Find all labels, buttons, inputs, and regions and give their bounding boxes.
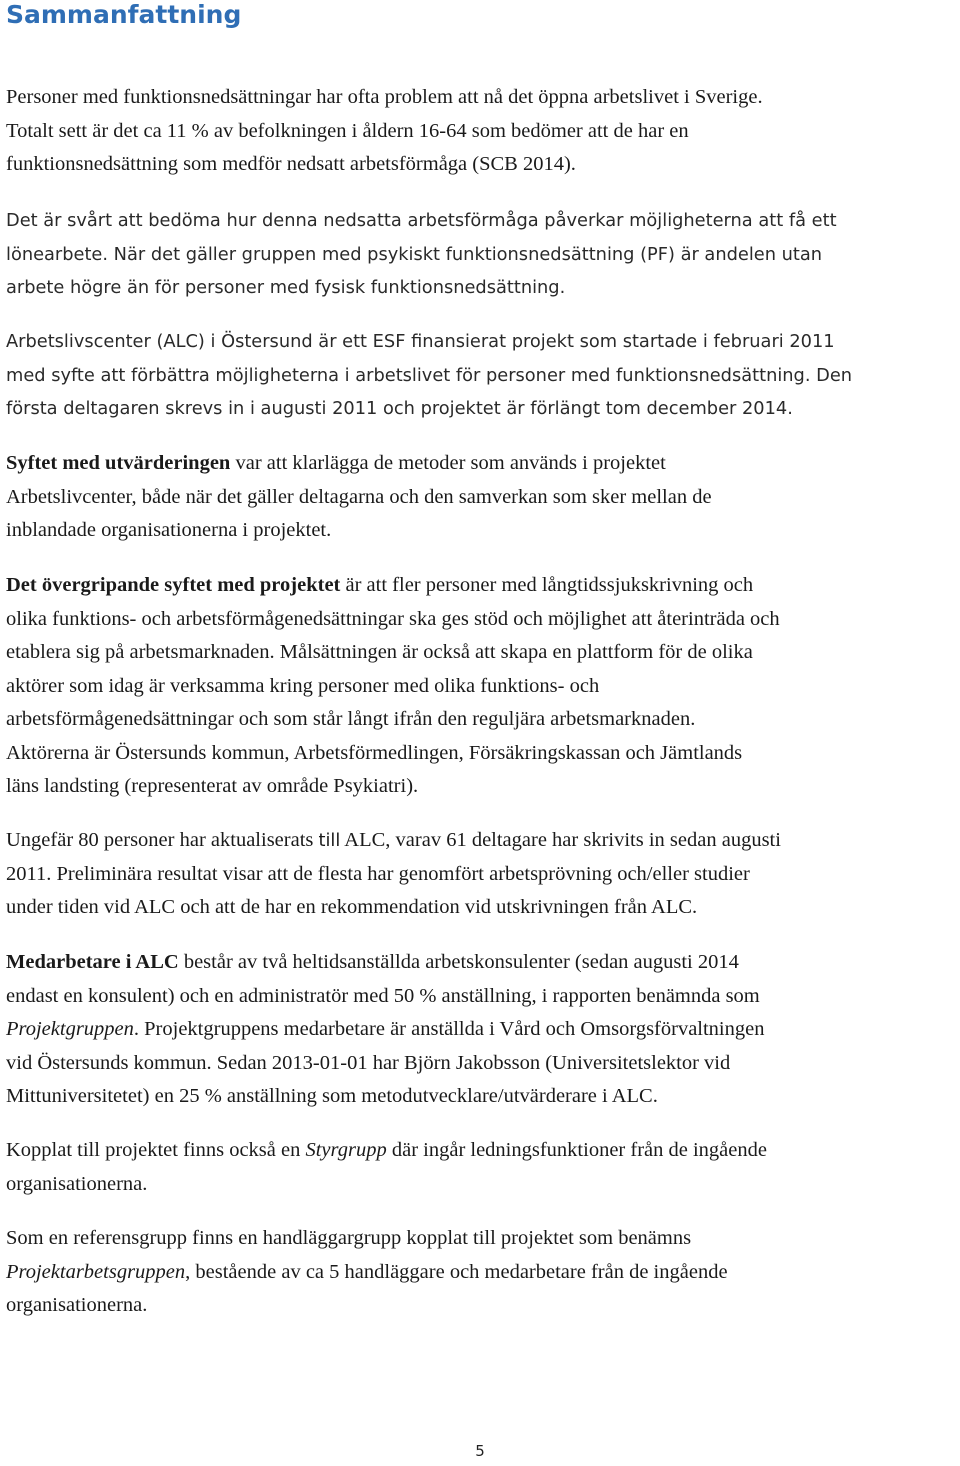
italic-term: Projektarbetsgruppen bbox=[6, 1260, 186, 1283]
paragraph-intro: Personer med funktionsnedsättningar har ofta problem att nå det öppna arbetslivet i Sverige. Totalt sett är det ca 11 % av befolkningen i åldern 16-64 som bedömer att de har en funktionsnedsättning som medför nedsatt arbetsförmåga (SCB 2014). bbox=[6, 86, 763, 175]
paragraph-difficulty: Det är svårt att bedöma hur denna nedsatta arbetsförmåga påverkar möjligheterna att få ett lönearbete. När det gäller gruppen med psykiskt funktionsnedsättning (PF) är andelen utan arbete högre än för personer med fysisk funktionsnedsättning. bbox=[6, 210, 837, 298]
paragraph-participants: Ungefär 80 personer har aktualiserats till ALC, varav 61 deltagare har skrivits in sedan augusti 2011. Preliminära resultat visar att de flesta har genomfört arbetsprövning och/eller studier under tiden vid ALC och att de har en rekommendation vid utskrivningen från ALC. bbox=[6, 829, 781, 918]
bold-lead: Syftet med utvärderingen bbox=[6, 452, 231, 474]
page-title: Sammanfattning bbox=[6, 0, 242, 29]
paragraph-reference-group: Som en referensgrupp finns en handläggargrupp kopplat till projektet som benämns Projektarbetsgruppen, bestående av ca 5 handläggare och medarbetare från de ingående organisationerna. bbox=[6, 1227, 728, 1316]
italic-term: Projektgruppen bbox=[6, 1018, 134, 1040]
bold-lead: Medarbetare i ALC bbox=[6, 951, 179, 973]
paragraph-alc-project: Arbetslivscenter (ALC) i Östersund är ett ESF finansierat projekt som startade i februari 2011 med syfte att förbättra möjligheterna i arbetslivet för personer med funktionsnedsättning. Den första deltagaren skrevs in i augusti 2011 och projektet är förlängt tom december 2014. bbox=[6, 331, 853, 419]
page-number: 5 bbox=[475, 1442, 485, 1460]
bold-lead: Det övergripande syftet med projektet bbox=[6, 574, 341, 596]
paragraph-project-purpose: Det övergripande syftet med projektet är att fler personer med långtidssjukskrivning och olika funktions- och arbetsförmågenedsättningar ska ges stöd och möjlighet att återinträda och etablera sig på arbetsmarknaden. Målsättningen är också att skapa en plattform för de olika aktörer som idag är verksamma kring personer med olika funktions- och arbetsförmågenedsättningar och som står långt ifrån den reguljära arbetsmarknaden. Aktörerna är Östersunds kommun, Arbetsförmedlingen, Försäkringskassan och Jämtlands läns landsting (representerat av område Psykiatri). bbox=[6, 574, 780, 797]
italic-term: Styrgrupp bbox=[305, 1139, 387, 1161]
paragraph-steering-group: Kopplat till projektet finns också en Styrgrupp där ingår ledningsfunktioner från de ingående organisationerna. bbox=[6, 1139, 767, 1195]
paragraph-staff: Medarbetare i ALC består av två heltidsanställda arbetskonsulenter (sedan augusti 2014 endast en konsulent) och en administratör med 50 % anställning, i rapporten benämnda som Projektgruppen. Projektgruppens medarbetare är anställda i Vård och Omsorgsförvaltningen vid Östersunds kommun. Sedan 2013-01-01 har Björn Jakobsson (Universitetslektor vid Mittuniversitetet) en 25 % anställning som metodutvecklare/utvärderare i ALC. bbox=[6, 951, 765, 1107]
paragraph-evaluation-purpose: Syftet med utvärderingen var att klarlägga de metoder som används i projektet Arbetslivcenter, både när det gäller deltagarna och den samverkan som sker mellan de inblandade organisationerna i projektet. bbox=[6, 452, 712, 541]
